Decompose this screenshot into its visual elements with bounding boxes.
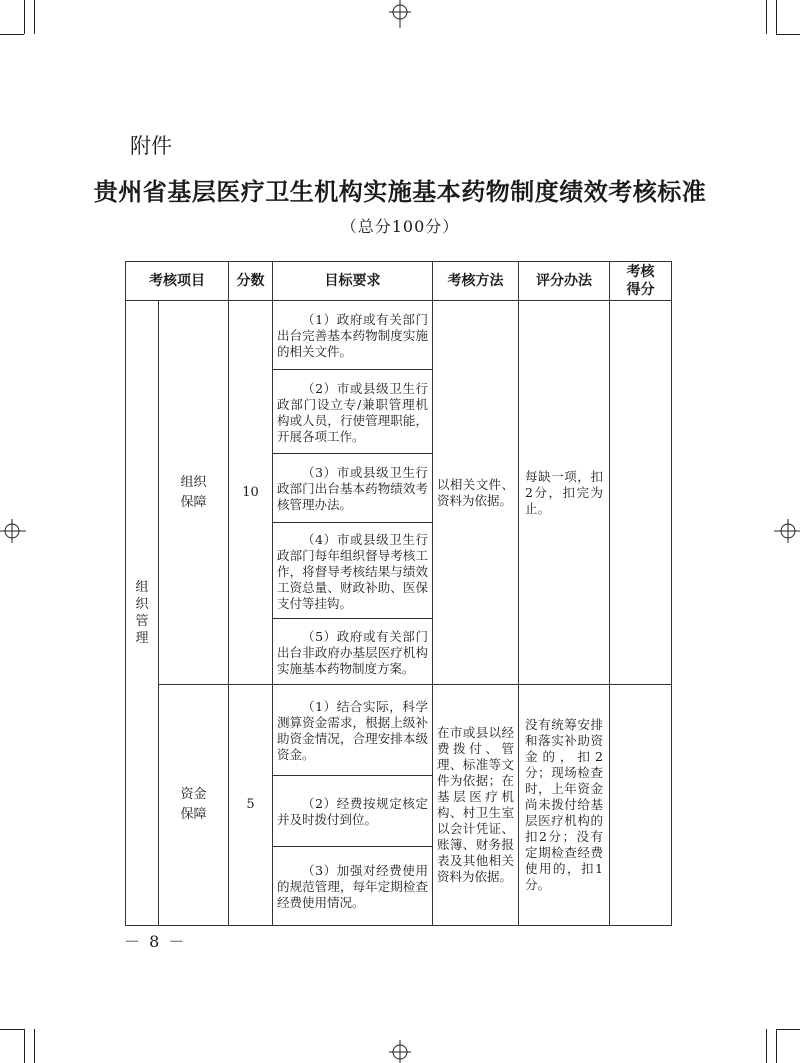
table-row (126, 685, 672, 776)
crop-mark-bottom-left-h (0, 1029, 24, 1030)
registration-mark-right-icon (774, 516, 800, 546)
crop-mark-top-left-v (24, 0, 25, 34)
score-cell: 10 (229, 301, 273, 685)
crop-mark-top-left-h (0, 34, 24, 35)
score-cell: 5 (229, 685, 273, 926)
category-label: 组织管理 (135, 580, 149, 646)
item-cell (159, 685, 229, 926)
column-header: 考核方法 (433, 262, 519, 301)
requirement-cell: （5）政府或有关部门出台非政府办基层医疗机构实施基本药物制度方案。 (273, 619, 433, 685)
item-cell (159, 301, 229, 685)
scoring-cell: 每缺一项，扣2分，扣完为止。 (519, 301, 610, 685)
requirement-cell: （2）市或县级卫生行政部门设立专/兼职管理机构或人员，行使管理职能，开展各项工作。 (273, 370, 433, 454)
crop-mark-bottom-right-v2 (776, 1029, 777, 1063)
table-row (126, 301, 672, 370)
crop-mark-bottom-right-v (766, 1029, 767, 1063)
table-header-row (126, 262, 672, 301)
assessment-table (125, 261, 672, 926)
crop-mark-bottom-left-v2 (34, 1029, 35, 1063)
requirement-cell: （1）政府或有关部门出台完善基本药物制度实施的相关文件。 (273, 301, 433, 370)
obtained-score-cell (610, 685, 672, 926)
requirement-cell: （4）市或县级卫生行政部门每年组织督导考核工作，将督导考核结果与绩效工资总量、财政补助、医保支付等挂钩。 (273, 523, 433, 619)
crop-mark-top-left-v2 (34, 0, 35, 34)
crop-mark-bottom-left-v (24, 1029, 25, 1063)
column-header: 目标要求 (273, 262, 433, 301)
crop-mark-top-right-v (766, 0, 767, 34)
requirement-cell: （1）结合实际，科学测算资金需求，根据上级补助资金情况，合理安排本级资金。 (273, 685, 433, 776)
crop-mark-bottom-right-h (776, 1029, 800, 1030)
item-label: 资金保障 (180, 787, 207, 822)
column-header-text: 考核得分 (626, 264, 655, 298)
column-header (610, 262, 672, 301)
attachment-label: 附件 (130, 134, 172, 158)
category-cell (126, 301, 159, 926)
scoring-cell: 没有统筹安排和落实补助资金的，扣2分；现场检查时，上年资金尚未拨付给基层医疗机构的扣2分；没有定期检查经费使用的，扣1分。 (519, 685, 610, 926)
registration-mark-top-icon (386, 0, 414, 28)
document-title: 贵州省基层医疗卫生机构实施基本药物制度绩效考核标准 (93, 177, 707, 206)
column-header: 分数 (229, 262, 273, 301)
method-cell: 在市或县以经费拨付、管理、标准等文件为依据；在基层医疗机构、村卫生室以会计凭证、账簿、财务报表及其他相关资料为依据。 (433, 685, 519, 926)
requirement-cell: （2）经费按规定核定并及时拨付到位。 (273, 776, 433, 847)
page-number: － 8 － (124, 932, 187, 951)
column-header: 评分办法 (519, 262, 610, 301)
registration-mark-left-icon (0, 516, 26, 546)
obtained-score-cell (610, 301, 672, 685)
registration-mark-bottom-icon (386, 1040, 414, 1063)
requirement-cell: （3）加强对经费使用的规范管理，每年定期检查经费使用情况。 (273, 847, 433, 926)
total-score-note: （总分100分） (340, 217, 460, 236)
item-label: 组织保障 (180, 474, 207, 510)
method-cell: 以相关文件、资料为依据。 (433, 301, 519, 685)
column-header: 考核项目 (126, 262, 229, 301)
requirement-cell: （3）市或县级卫生行政部门出台基本药物绩效考核管理办法。 (273, 454, 433, 523)
crop-mark-top-right-h (776, 34, 800, 35)
crop-mark-top-right-v2 (776, 0, 777, 34)
